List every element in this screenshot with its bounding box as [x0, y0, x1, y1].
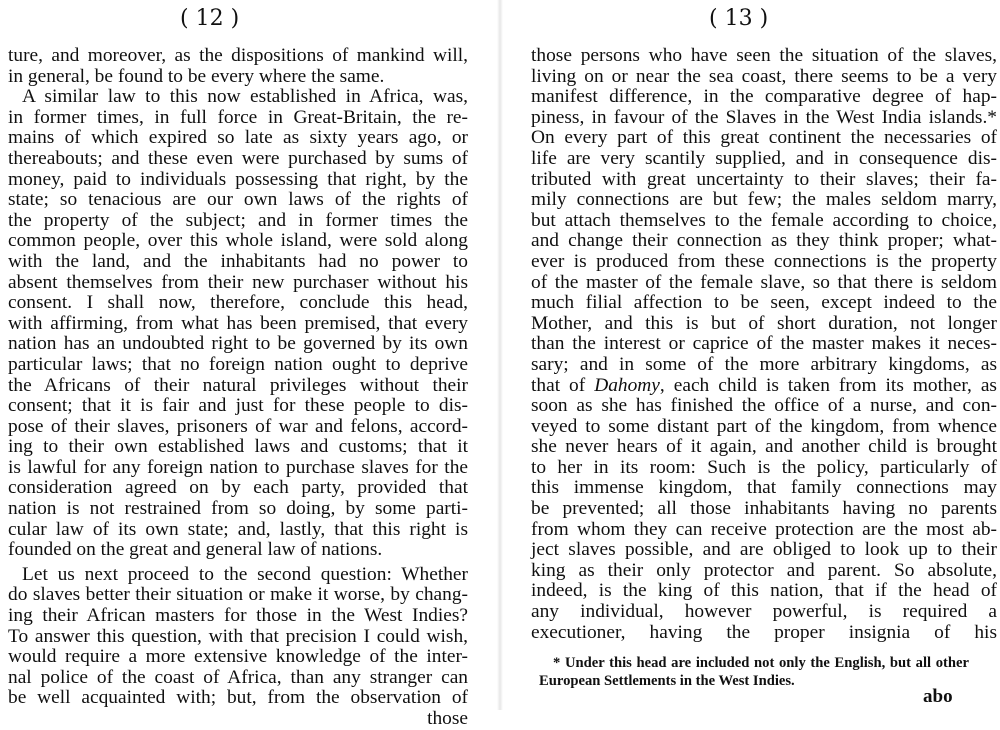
text-line: manifest difference, in the comparative degree of hap-	[531, 86, 997, 108]
text-line: To answer this question, with that precision I could wish,	[8, 625, 468, 647]
text-line: Mother, and this is but of short duration, not longer	[531, 312, 997, 334]
text-line: absent themselves from their new purchaser without his	[8, 271, 468, 293]
text-line: this immense kingdom, that family connections may	[531, 477, 997, 499]
text-line: A similar law to this now established in Africa, was,	[22, 86, 468, 108]
text-line: be prevented; all those inhabitants having no parents	[531, 498, 997, 520]
text-line: but attach themselves to the female according to choice,	[531, 209, 997, 231]
text-line: to her in its room: Such is the policy, particularly of	[531, 456, 997, 478]
text-line: any individual, however powerful, is required a	[531, 601, 997, 623]
text-line: cular law of its own state; and, lastly, that this right is	[8, 518, 468, 540]
text-line: the property of the subject; and in former times the	[8, 209, 468, 231]
text-line: nal police of the coast of Africa, than any stranger can	[8, 666, 468, 688]
text-line: mains of which expired so late as sixty years ago, or	[8, 127, 468, 149]
text-line: living on or near the sea coast, there seems to be a very	[531, 65, 997, 87]
text-line: she never hears of it again, and another child is brought	[531, 436, 997, 458]
text-line: nation is not restrained from so doing, by some parti-	[8, 498, 468, 520]
text-line: consent. I shall now, therefore, conclude this head,	[8, 292, 468, 314]
footnote-line: European Settlements in the West Indies.	[539, 673, 795, 689]
text-line: nation has an undoubted right to be governed by its own	[8, 333, 468, 355]
text-line: and change their connection as they think proper; what-	[531, 230, 997, 252]
left-page	[0, 0, 497, 729]
catchword: abo	[923, 686, 953, 707]
right-page-text	[531, 46, 997, 643]
text-line: of the master of the female slave, so that there is seldom	[531, 271, 997, 293]
footnote	[539, 654, 969, 690]
text-line-dahomy: that of Dahomy, each child is taken from its mother, as	[531, 374, 997, 396]
text-line: thereabouts; and these even were purchased by sums of	[8, 147, 468, 169]
text-line: consideration agreed on by each party, provided that	[8, 477, 468, 499]
text-line: indeed, is the king of this nation, that if the head of	[531, 580, 997, 602]
text-line: ever is produced from these connections is the property	[531, 250, 997, 272]
right-page	[503, 0, 1000, 710]
text-line: consent; that it is fair and just for these people to dis-	[8, 395, 468, 417]
footnote-line: * Under this head are included not only the English, but all other	[553, 655, 969, 671]
text-line: money, paid to individuals possessing that right, by the	[8, 168, 468, 190]
text-line: On every part of this great continent the necessaries of	[531, 127, 997, 149]
text-line: piness, in favour of the Slaves in the West India islands.*	[531, 106, 997, 128]
text-line: veyed to some distant part of the kingdom, from whence	[531, 415, 997, 437]
text-line: than the interest or caprice of the master makes it neces-	[531, 333, 997, 355]
text-line: be well acquainted with; but, from the observation of	[8, 687, 468, 709]
text-line: from whom they can receive protection are the most ab-	[531, 518, 997, 540]
text-line: common people, over this whole island, were sold along	[8, 230, 468, 252]
text-line: with the land, and the inhabitants had no power to	[8, 250, 468, 272]
text-line: ject slaves possible, and are obliged to look up to their	[531, 539, 997, 561]
text-line: in general, be found to be every where the same.	[8, 65, 385, 87]
text-line: executioner, having the proper insignia of his	[531, 621, 997, 643]
page-number: ( 12 )	[180, 6, 240, 31]
left-page-text	[8, 46, 468, 730]
text-line: life are very scantily supplied, and in consequence dis-	[531, 147, 997, 169]
text-line: mily connections are but few; the males seldom marry,	[531, 189, 997, 211]
text-line: is lawful for any foreign nation to purchase slaves for the	[8, 456, 468, 478]
text-line: tributed with great uncertainty to their slaves; their fa-	[531, 168, 997, 190]
text-line: in former times, in full force in Great-Britain, the re-	[8, 106, 468, 128]
text-line: Let us next proceed to the second question: Whether	[22, 563, 468, 585]
text-line: pose of their slaves, prisoners of war and felons, accord-	[8, 415, 468, 437]
text-line: the Africans of their natural privileges without their	[8, 374, 468, 396]
text-line: ture, and moreover, as the dispositions of mankind will,	[8, 45, 468, 66]
text-line: ing to their own established laws and customs; that it	[8, 436, 468, 458]
text-line: state; so tenacious are our own laws of the rights of	[8, 189, 468, 211]
text-line: would require a more extensive knowledge of the inter-	[8, 646, 468, 668]
italic-place-name: Dahomy	[594, 374, 660, 396]
page-number: ( 13 )	[709, 6, 769, 31]
text-line: soon as she has finished the office of a nurse, and con-	[531, 395, 997, 417]
text-line: those persons who have seen the situation of the slaves,	[531, 45, 997, 66]
text-line: ing their African masters for those in the West Indies?	[8, 605, 468, 627]
catchword: those	[427, 708, 468, 729]
text-line: do slaves better their situation or make it worse, by chang-	[8, 584, 468, 606]
text-line: much filial affection to be seen, except indeed to the	[531, 292, 997, 314]
text-line: sary; and in some of the more arbitrary kingdoms, as	[531, 353, 997, 375]
text-line: particular laws; that no foreign nation ought to deprive	[8, 353, 468, 375]
text-line: king as their only protector and parent. So absolute,	[531, 559, 997, 581]
text-line: founded on the great and general law of nations.	[8, 539, 383, 561]
text-line: with affirming, from what has been premised, that every	[8, 312, 468, 334]
